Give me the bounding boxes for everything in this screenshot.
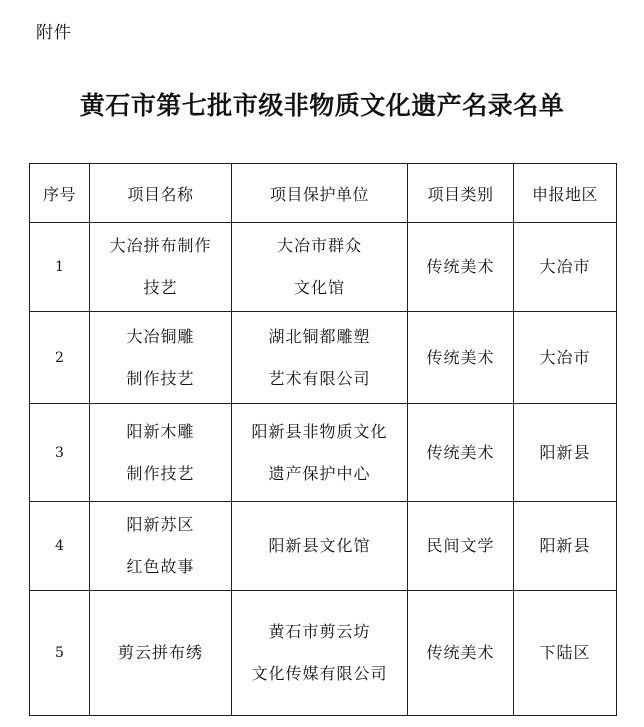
category-cell: 传统美术 xyxy=(408,404,514,502)
category-cell: 传统美术 xyxy=(408,312,514,404)
table-row xyxy=(30,312,617,404)
project-name-line: 阳新苏区 xyxy=(126,515,195,534)
protection-unit-line: 艺术有限公司 xyxy=(268,368,371,388)
table-row xyxy=(30,502,617,591)
protection-unit-line: 湖北铜都雕塑 xyxy=(268,326,371,346)
project-name-line: 大冶铜雕 xyxy=(126,326,195,346)
row-number: 2 xyxy=(30,312,90,404)
protection-unit-line: 大冶市群众 xyxy=(276,236,362,255)
protection-unit-cell xyxy=(232,502,408,591)
table-row xyxy=(30,591,617,716)
region-cell: 下陆区 xyxy=(514,591,617,716)
table-header-row xyxy=(30,164,617,223)
row-number: 1 xyxy=(30,223,90,312)
protection-unit-line: 阳新县文化馆 xyxy=(268,536,371,555)
project-name-line: 技艺 xyxy=(143,278,178,297)
category-cell: 传统美术 xyxy=(408,223,514,312)
region-cell: 大冶市 xyxy=(514,223,617,312)
row-number: 5 xyxy=(30,591,90,716)
project-name-line: 剪云拼布绣 xyxy=(117,643,203,662)
project-name-cell xyxy=(90,591,232,716)
protection-unit-line: 黄石市剪云坊 xyxy=(268,622,371,641)
project-name-line: 制作技艺 xyxy=(126,368,195,388)
row-number: 3 xyxy=(30,404,90,502)
header-protection-unit: 项目保护单位 xyxy=(232,164,408,223)
project-name-line: 红色故事 xyxy=(126,557,195,576)
header-project-category: 项目类别 xyxy=(408,164,514,223)
region-cell: 阳新县 xyxy=(514,404,617,502)
page-title: 黄石市第七批市级非物质文化遗产名录名单 xyxy=(79,91,565,120)
project-name-line: 大冶拼布制作 xyxy=(109,236,212,255)
project-name-cell xyxy=(90,312,232,404)
protection-unit-line: 遗产保护中心 xyxy=(268,463,371,483)
header-serial-number: 序号 xyxy=(30,164,90,223)
category-cell: 传统美术 xyxy=(408,591,514,716)
protection-unit-cell xyxy=(232,404,408,502)
header-project-name: 项目名称 xyxy=(90,164,232,223)
protection-unit-line: 文化传媒有限公司 xyxy=(251,664,388,683)
table-row xyxy=(30,404,617,502)
project-name-line: 制作技艺 xyxy=(126,463,195,483)
project-name-cell xyxy=(90,502,232,591)
heritage-list-table xyxy=(29,163,617,716)
protection-unit-cell xyxy=(232,223,408,312)
protection-unit-line: 阳新县非物质文化 xyxy=(251,421,388,441)
project-name-line: 阳新木雕 xyxy=(126,421,195,441)
protection-unit-cell xyxy=(232,312,408,404)
attachment-label: 附件 xyxy=(36,23,72,43)
project-name-cell xyxy=(90,404,232,502)
region-cell: 阳新县 xyxy=(514,502,617,591)
project-name-cell xyxy=(90,223,232,312)
protection-unit-cell xyxy=(232,591,408,716)
row-number: 4 xyxy=(30,502,90,591)
region-cell: 大冶市 xyxy=(514,312,617,404)
protection-unit-line: 文化馆 xyxy=(293,278,345,297)
header-region: 申报地区 xyxy=(514,164,617,223)
table-row xyxy=(30,223,617,312)
category-cell: 民间文学 xyxy=(408,502,514,591)
